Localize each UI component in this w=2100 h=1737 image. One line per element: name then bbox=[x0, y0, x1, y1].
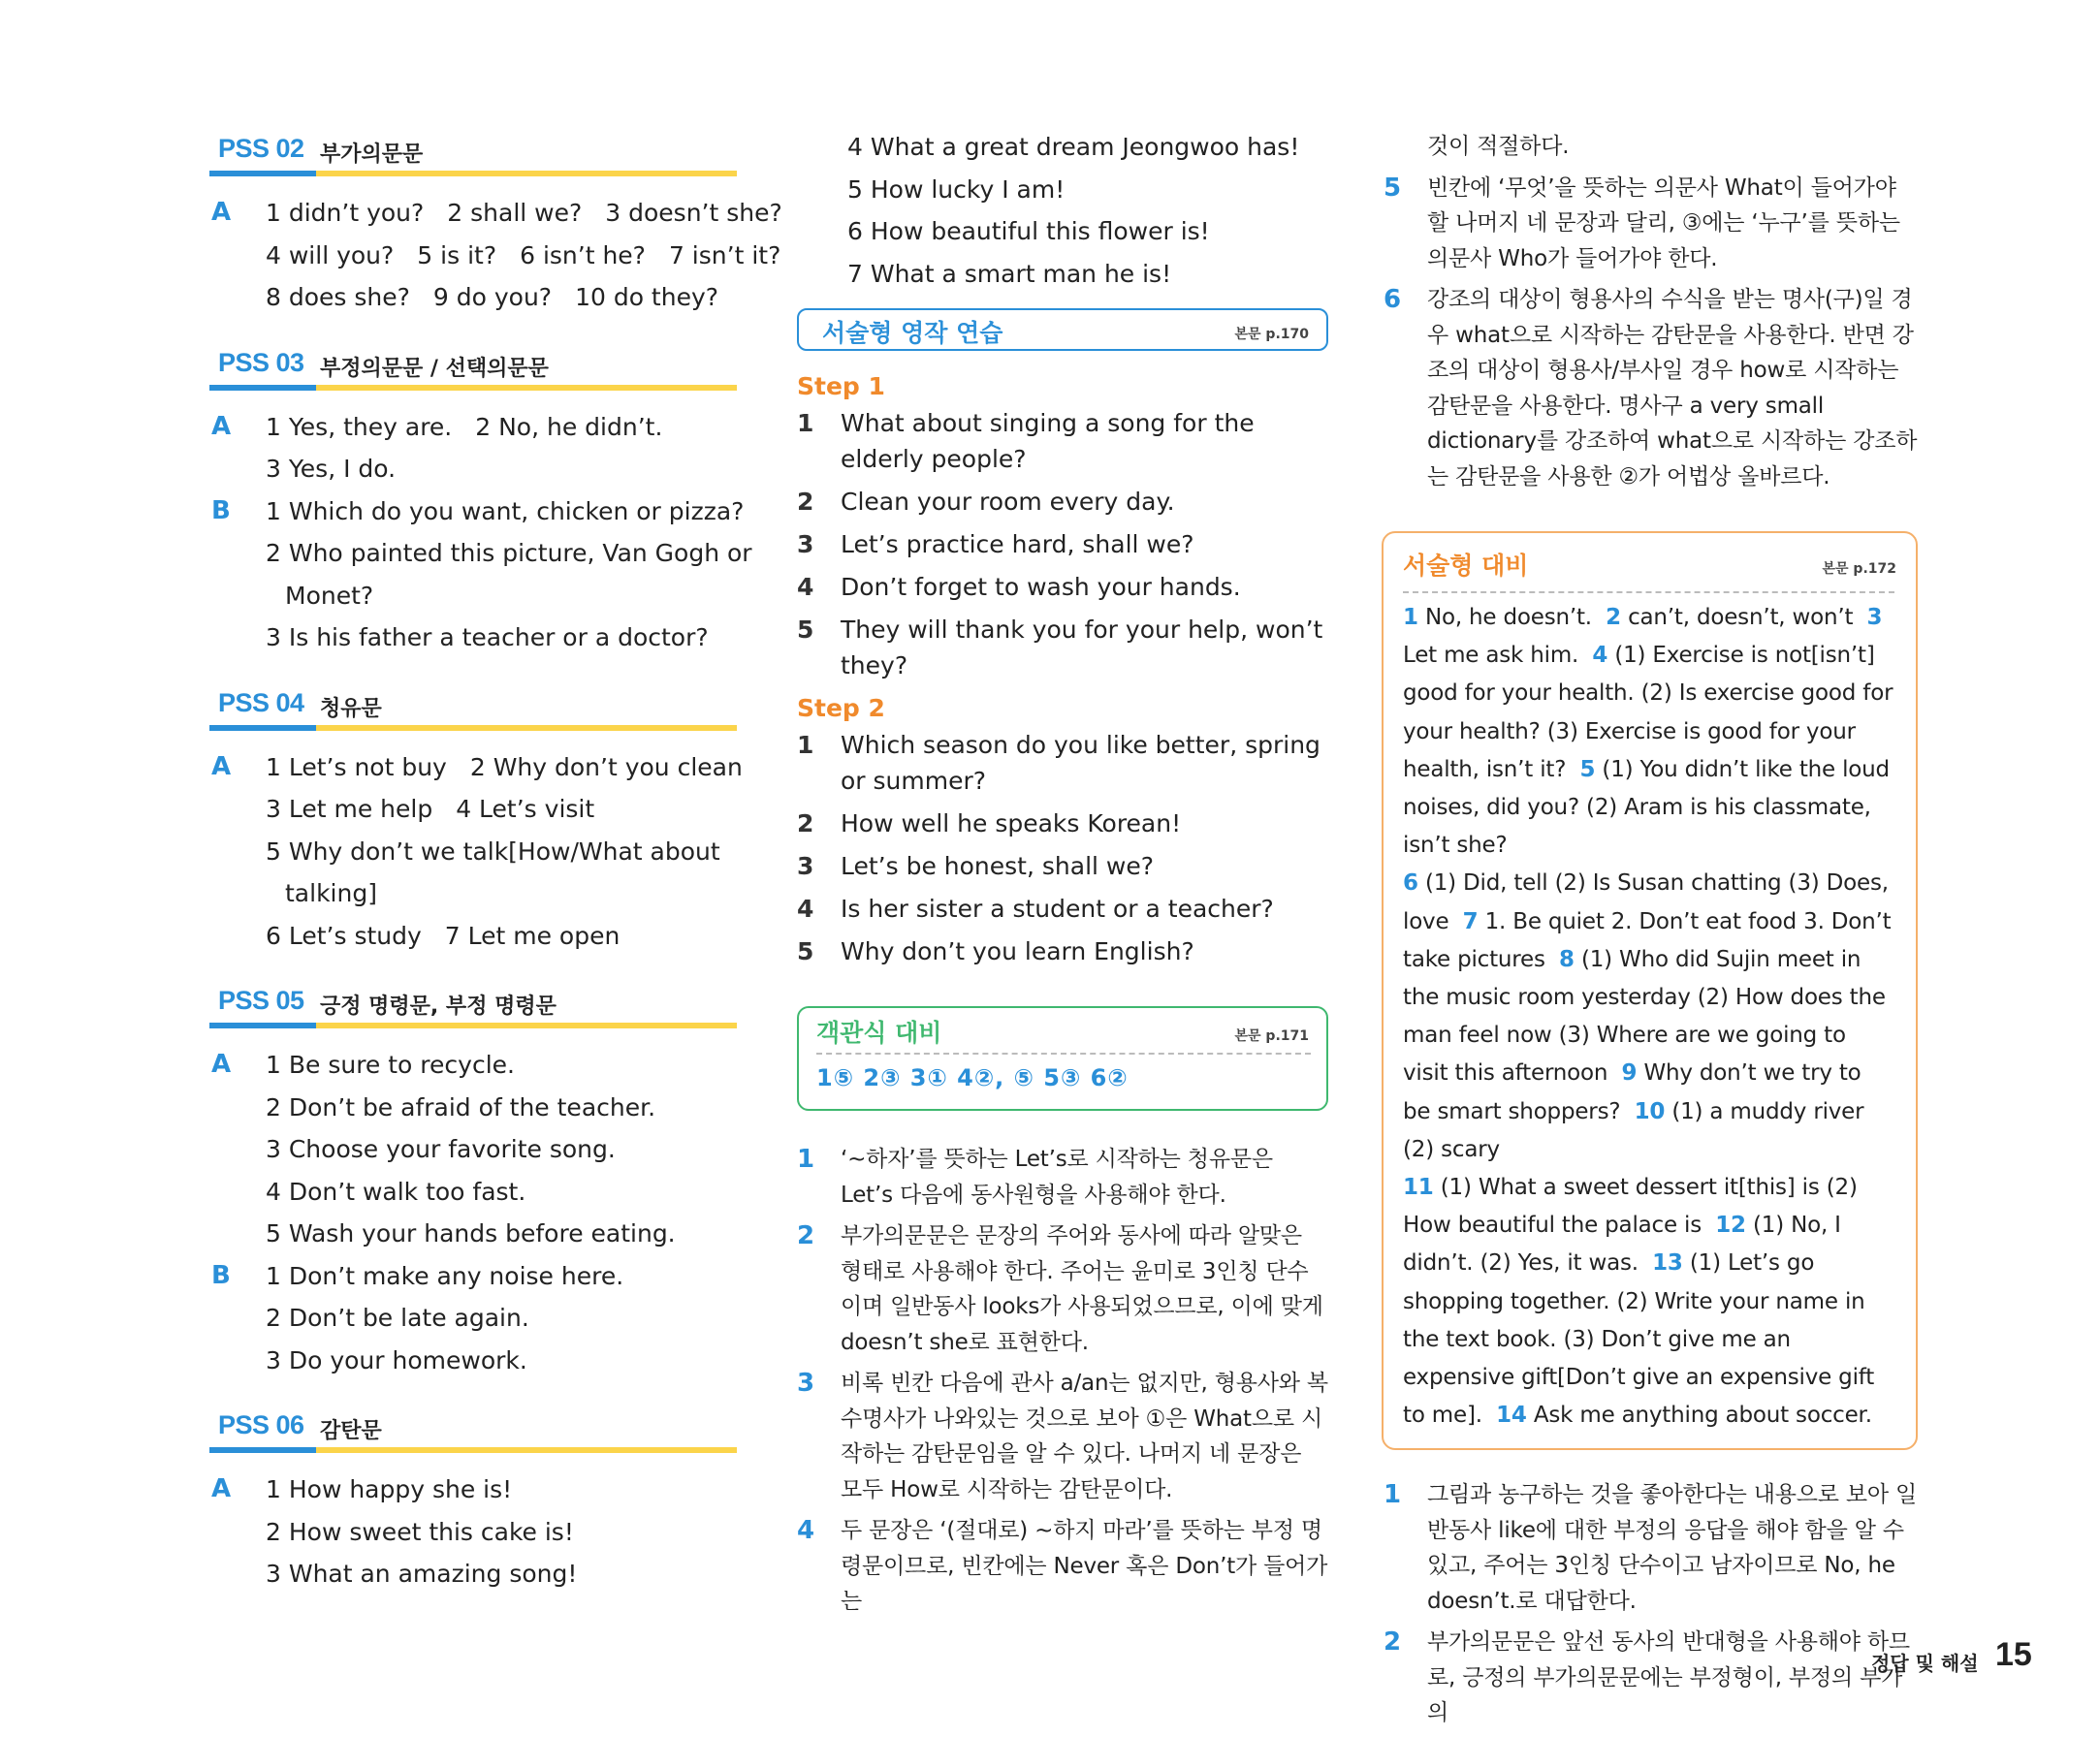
answer-text: (1) Did, tell (2) Is Susan chatting (3) Does, love bbox=[1403, 870, 1889, 934]
explanation-number: 6 bbox=[1384, 285, 1401, 314]
answer-text: Why don’t we try to be smart shoppers? bbox=[1403, 1060, 1861, 1124]
header-rule bbox=[209, 385, 316, 391]
answer-row bbox=[209, 1128, 737, 1171]
explanation bbox=[1382, 171, 1918, 277]
answer-row bbox=[209, 872, 737, 915]
item-number: 1 bbox=[797, 731, 814, 759]
header-rule bbox=[209, 1447, 316, 1453]
answer: 1 didn’t you? bbox=[266, 199, 425, 227]
header-rule bbox=[316, 725, 737, 731]
header-rule bbox=[316, 385, 737, 391]
answer: 8 does she? bbox=[266, 283, 410, 311]
divider bbox=[816, 1053, 1311, 1055]
answer-number: 2 bbox=[1606, 605, 1621, 630]
answer-text: (1) a muddy river (2) scary bbox=[1403, 1098, 1864, 1162]
answer: 7 What a smart man he is! bbox=[847, 259, 1172, 288]
header-rule bbox=[209, 725, 316, 731]
footer-label: 정답 및 해설 bbox=[1871, 1652, 1979, 1675]
pss04-answers bbox=[209, 746, 743, 958]
divider bbox=[1403, 591, 1894, 593]
list-item bbox=[795, 612, 1328, 683]
item-number: 3 bbox=[797, 530, 814, 558]
answer-text: (1) No, I didn’t. (2) Yes, it was. bbox=[1403, 1213, 1841, 1277]
list-item bbox=[795, 484, 1328, 520]
answer-number: 3 bbox=[1866, 605, 1883, 630]
item-text: They will thank you for your help, won’t they? bbox=[841, 616, 1323, 679]
answer-row bbox=[209, 532, 752, 575]
page-number: 15 bbox=[1995, 1636, 2032, 1673]
pss-title: 청유문 bbox=[320, 696, 382, 721]
left-column bbox=[209, 126, 782, 1595]
page-reference: 본문 p.172 bbox=[1822, 561, 1896, 577]
pss-code: PSS 04 bbox=[218, 687, 304, 717]
answer: 6 isn’t he? bbox=[520, 240, 646, 269]
pss05-header bbox=[209, 978, 737, 1028]
pss-title: 감탄문 bbox=[320, 1419, 382, 1443]
pss-code: PSS 06 bbox=[218, 1410, 304, 1439]
answer-number: 11 bbox=[1403, 1175, 1434, 1201]
answer: 2 Who painted this picture, Van Gogh or bbox=[266, 539, 752, 567]
explanation bbox=[795, 1142, 1328, 1213]
answer: 1 Don’t make any noise here. bbox=[266, 1261, 624, 1290]
item-text: Let’s practice hard, shall we? bbox=[841, 530, 1194, 558]
answer: 5 Why don’t we talk[How/What about bbox=[266, 837, 720, 866]
explanation-text: 강조의 대상이 형용사의 수식을 받는 명사(구)일 경우 what으로 시작하는 감탄문을 사용한다. 반면 강조의 대상이 형용사/부사일 경우 how로 시작하는 감탄문을 사용한다. 명사구 a very small dictionary를 강조하여 what으로 시작하는 강조하는 감탄문을 사용한 ②가 어법상 올바르다. bbox=[1427, 287, 1918, 490]
answer: 2 Don’t be afraid of the teacher. bbox=[266, 1092, 656, 1121]
explanation-text: 부가의문문은 문장의 주어와 동사에 따라 알맞은 형태로 사용해야 한다. 주어는 윤미로 3인칭 단수이며 일반동사 looks가 사용되었으므로, 이에 맞게 doesn’t she로 표현한다. bbox=[841, 1223, 1323, 1355]
explanation bbox=[795, 1366, 1328, 1507]
explanation bbox=[1382, 1477, 1918, 1619]
answer-number: 4 bbox=[1592, 643, 1608, 669]
explanation-number: 1 bbox=[1384, 1480, 1401, 1510]
step1-list bbox=[795, 405, 1328, 683]
explanation-text: 그림과 농구하는 것을 좋아한다는 내용으로 보아 일반동사 like에 대한 부정의 응답을 해야 함을 알 수 있고, 주어는 3인칭 단수이고 남자이므로 No, he doesn’t.로 대답한다. bbox=[1427, 1482, 1918, 1614]
answer-number: 12 bbox=[1715, 1213, 1746, 1239]
pss02-header bbox=[209, 126, 737, 176]
pss06-header bbox=[209, 1403, 737, 1453]
answer-row bbox=[209, 490, 745, 533]
answer-row bbox=[209, 276, 737, 319]
answer: 1 Yes, they are. bbox=[266, 412, 453, 441]
answer-number: 13 bbox=[1652, 1250, 1683, 1277]
answer-text: (1) Who did Sujin meet in the music room yesterday (2) How does the man feel now (3) Where are we going to visit this afternoon bbox=[1403, 946, 1886, 1087]
explanation-number: 1 bbox=[797, 1145, 814, 1174]
list-item bbox=[795, 526, 1328, 562]
explanation-number: 4 bbox=[797, 1516, 814, 1545]
section-letter: B bbox=[211, 1260, 231, 1290]
explanation-number: 2 bbox=[1384, 1627, 1401, 1658]
item-text: Is her sister a student or a teacher? bbox=[841, 895, 1274, 923]
answer: 4 will you? bbox=[266, 240, 395, 269]
answer: 6 Let’s study bbox=[266, 921, 422, 950]
page-reference: 본문 p.171 bbox=[1234, 1028, 1309, 1044]
pss04-header bbox=[209, 680, 737, 731]
pss-code: PSS 03 bbox=[218, 347, 304, 377]
explanation-text: 두 문장은 ‘(절대로) ~하지 마라’를 뜻하는 부정 명령문이므로, 빈칸에는 Never 혹은 Don’t가 들어가는 bbox=[841, 1518, 1328, 1614]
essay-answers bbox=[1403, 599, 1894, 1435]
objective-box bbox=[797, 1006, 1328, 1111]
writing-practice-box bbox=[797, 308, 1328, 351]
answer: 5 is it? bbox=[417, 240, 497, 269]
answer: 3 Is his father a teacher or a doctor? bbox=[266, 623, 709, 651]
answer-row bbox=[209, 1511, 737, 1554]
answer-row bbox=[209, 831, 737, 873]
list-item bbox=[795, 405, 1328, 477]
pss-title: 부정의문문 / 선택의문문 bbox=[320, 356, 549, 381]
header-rule bbox=[209, 1023, 316, 1028]
answer: 3 doesn’t she? bbox=[605, 199, 782, 227]
explanation bbox=[795, 1218, 1328, 1360]
item-text: Which season do you like better, spring or summer? bbox=[841, 731, 1320, 795]
list-item bbox=[795, 569, 1328, 605]
explanation-continuation bbox=[1382, 129, 1918, 165]
answer-text: No, he doesn’t. bbox=[1424, 605, 1592, 630]
header-rule bbox=[316, 171, 737, 176]
answer-number: 6 bbox=[1403, 870, 1418, 897]
answer: 1 Which do you want, chicken or pizza? bbox=[266, 496, 745, 525]
middle-column bbox=[795, 126, 1328, 1626]
item-text: How well he speaks Korean! bbox=[841, 809, 1182, 837]
answer: 3 What an amazing song! bbox=[266, 1560, 578, 1588]
item-number: 2 bbox=[797, 809, 814, 837]
answer: 5 Wash your hands before eating. bbox=[266, 1219, 676, 1247]
step2-list bbox=[795, 727, 1328, 969]
pss02-answers bbox=[209, 192, 782, 319]
answer: 2 shall we? bbox=[447, 199, 583, 227]
answer-text: Ask me anything about soccer. bbox=[1533, 1403, 1872, 1429]
answer-row bbox=[209, 1044, 737, 1087]
pss-code: PSS 05 bbox=[218, 986, 304, 1015]
header-rule bbox=[316, 1447, 737, 1453]
box-title: 서술형 대비 bbox=[1403, 552, 1529, 580]
explanation-number: 2 bbox=[797, 1221, 814, 1250]
item-number: 2 bbox=[797, 488, 814, 516]
pss03-answers bbox=[209, 406, 752, 659]
explanation-text: ‘~하자’를 뜻하는 Let’s로 시작하는 청유문은 Let’s 다음에 동사원형을 사용해야 한다. bbox=[841, 1147, 1273, 1208]
essay-box bbox=[1382, 531, 1918, 1450]
answer: 2 Don’t be late again. bbox=[266, 1304, 529, 1332]
explanation-number: 5 bbox=[1384, 173, 1401, 203]
answer-number: 1 bbox=[1403, 605, 1418, 630]
objective-explanations bbox=[795, 1142, 1328, 1620]
item-text: Clean your room every day. bbox=[841, 488, 1175, 516]
answer-row bbox=[209, 788, 737, 831]
answer-row bbox=[209, 1171, 737, 1214]
list-item bbox=[795, 727, 1328, 799]
answer: 7 Let me open bbox=[444, 921, 620, 950]
answer-row bbox=[795, 210, 1328, 253]
box-title: 서술형 영작 연습 bbox=[822, 319, 1003, 347]
explanation-text: 것이 적절하다. bbox=[1427, 134, 1570, 159]
section-letter: A bbox=[211, 1474, 232, 1503]
item-number: 4 bbox=[797, 573, 814, 601]
answer-row bbox=[209, 448, 737, 490]
explanation bbox=[1382, 282, 1918, 494]
page-reference: 본문 p.170 bbox=[1234, 327, 1309, 342]
step-label: Step 2 bbox=[797, 694, 885, 722]
answer-text: (1) You didn’t like the loud noises, did you? (2) Aram is his classmate, isn’t she? bbox=[1403, 756, 1890, 859]
item-number: 3 bbox=[797, 852, 814, 880]
pss-code: PSS 02 bbox=[218, 134, 304, 163]
answer: 7 isn’t it? bbox=[668, 240, 781, 269]
answer: 1 Let’s not buy bbox=[266, 752, 447, 781]
answer: 1 How happy she is! bbox=[266, 1475, 513, 1503]
section-letter: A bbox=[211, 1050, 232, 1079]
answer-row bbox=[209, 575, 737, 617]
answer: 9 do you? bbox=[432, 283, 553, 311]
answer-text: Let me ask him. bbox=[1403, 643, 1579, 669]
answer: 3 Choose your favorite song. bbox=[266, 1135, 616, 1163]
pss05-answers bbox=[209, 1044, 737, 1381]
answer-row bbox=[795, 253, 1328, 296]
section-letter: A bbox=[211, 198, 232, 227]
answer-row bbox=[209, 616, 737, 659]
answer: 2 Why don’t you clean bbox=[469, 752, 743, 781]
answer: 10 do they? bbox=[575, 283, 719, 311]
explanation bbox=[1382, 1625, 1918, 1731]
pss-title: 긍정 명령문, 부정 명령문 bbox=[320, 995, 557, 1019]
answer: 2 No, he didn’t. bbox=[475, 412, 663, 441]
explanation-number: 3 bbox=[797, 1369, 814, 1398]
section-letter: A bbox=[211, 411, 232, 441]
pss06-answers bbox=[209, 1469, 737, 1595]
answer-row bbox=[795, 169, 1328, 211]
answer-number: 10 bbox=[1634, 1098, 1666, 1124]
objective-answers: 1⑤ 2③ 3① 4②, ⑤ 5③ 6② bbox=[816, 1064, 1129, 1091]
answer: 2 How sweet this cake is! bbox=[266, 1517, 574, 1546]
explanation bbox=[795, 1513, 1328, 1620]
box-title: 객관식 대비 bbox=[816, 1019, 942, 1047]
answer-number: 5 bbox=[1579, 756, 1596, 782]
answer-number: 7 bbox=[1462, 908, 1479, 934]
answer-row bbox=[209, 1255, 737, 1298]
answer-row bbox=[209, 746, 743, 789]
step-label: Step 1 bbox=[797, 372, 885, 400]
item-number: 1 bbox=[797, 409, 814, 437]
answer-text: (1) What a sweet dessert it[this] is (2) How beautiful the palace is bbox=[1403, 1175, 1858, 1239]
answer: 4 What a great dream Jeongwoo has! bbox=[847, 133, 1300, 161]
answer-text: (1) Exercise is not[isn’t] good for your health. (2) Is exercise good for your health? (3) Exercise is good for your health, isn’t it? bbox=[1403, 643, 1893, 782]
pss-title: 부가의문문 bbox=[320, 142, 424, 167]
item-text: Don’t forget to wash your hands. bbox=[841, 573, 1241, 601]
answer-text: 1. Be quiet 2. Don’t eat food 3. Don’t take pictures bbox=[1403, 908, 1892, 972]
answer-row bbox=[795, 126, 1328, 169]
list-item bbox=[795, 848, 1328, 884]
answer: 5 How lucky I am! bbox=[847, 174, 1066, 204]
pss06-continuation bbox=[795, 126, 1328, 295]
answer-row bbox=[209, 406, 737, 449]
item-text: Why don’t you learn English? bbox=[841, 937, 1194, 965]
answer: 3 Do your homework. bbox=[266, 1345, 527, 1374]
item-number: 5 bbox=[797, 937, 814, 965]
answer: talking] bbox=[285, 879, 377, 907]
explanation-text: 빈칸에 ‘무엇’을 뜻하는 의문사 What이 들어가야 할 나머지 네 문장과 달리, ③에는 ‘누구’를 뜻하는 의문사 Who가 들어가야 한다. bbox=[1427, 174, 1900, 271]
answer-row bbox=[209, 235, 781, 277]
list-item bbox=[795, 891, 1328, 927]
answer-row bbox=[209, 192, 782, 235]
answer-number: 8 bbox=[1559, 946, 1575, 972]
section-letter: A bbox=[211, 751, 232, 781]
answer-row bbox=[209, 1340, 737, 1382]
explanation-text: 비록 빈칸 다음에 관사 a/an는 없지만, 형용사와 복수명사가 나와있는 것으로 보아 ①은 What으로 시작하는 감탄문임을 알 수 있다. 나머지 네 문장은 모두 How로 시작하는 감탄문이다. bbox=[841, 1371, 1328, 1502]
answer: 1 Be sure to recycle. bbox=[266, 1051, 515, 1079]
answer: 6 How beautiful this flower is! bbox=[847, 217, 1210, 245]
answer-row bbox=[209, 1469, 737, 1511]
answer-row bbox=[209, 1087, 737, 1129]
list-item bbox=[795, 805, 1328, 841]
right-column bbox=[1382, 129, 1918, 1737]
answer-number: 9 bbox=[1621, 1060, 1638, 1087]
answer: 3 Yes, I do. bbox=[266, 455, 397, 483]
answer: 4 Don’t walk too fast. bbox=[266, 1177, 526, 1206]
answer-row bbox=[209, 1213, 737, 1255]
answer: Monet? bbox=[285, 581, 374, 610]
answer-row bbox=[209, 1553, 737, 1595]
item-number: 4 bbox=[797, 895, 814, 923]
item-text: What about singing a song for the elderly people? bbox=[841, 409, 1255, 473]
header-rule bbox=[209, 171, 316, 176]
answer: 3 Let me help bbox=[266, 795, 433, 823]
item-number: 5 bbox=[797, 616, 814, 644]
pss03-header bbox=[209, 340, 737, 391]
answer-row bbox=[209, 915, 737, 958]
header-rule bbox=[316, 1023, 737, 1028]
answer: 4 Let’s visit bbox=[456, 795, 595, 823]
list-item bbox=[795, 933, 1328, 969]
answer-text: (1) Let’s go shopping together. (2) Write your name in the text book. (3) Don’t give me an expensive gift[Don’t give an expensive gift to me]. bbox=[1403, 1250, 1875, 1429]
answer-text: can’t, doesn’t, won’t bbox=[1628, 605, 1854, 630]
answer-number: 14 bbox=[1496, 1403, 1527, 1429]
answer-row bbox=[209, 1297, 737, 1340]
section-letter: B bbox=[211, 495, 231, 525]
explanation-text: 부가의문문은 앞선 동사의 반대형을 사용해야 하므로, 긍정의 부가의문문에는 부정형이, 부정의 부가의 bbox=[1427, 1629, 1910, 1726]
item-text: Let’s be honest, shall we? bbox=[841, 852, 1154, 880]
